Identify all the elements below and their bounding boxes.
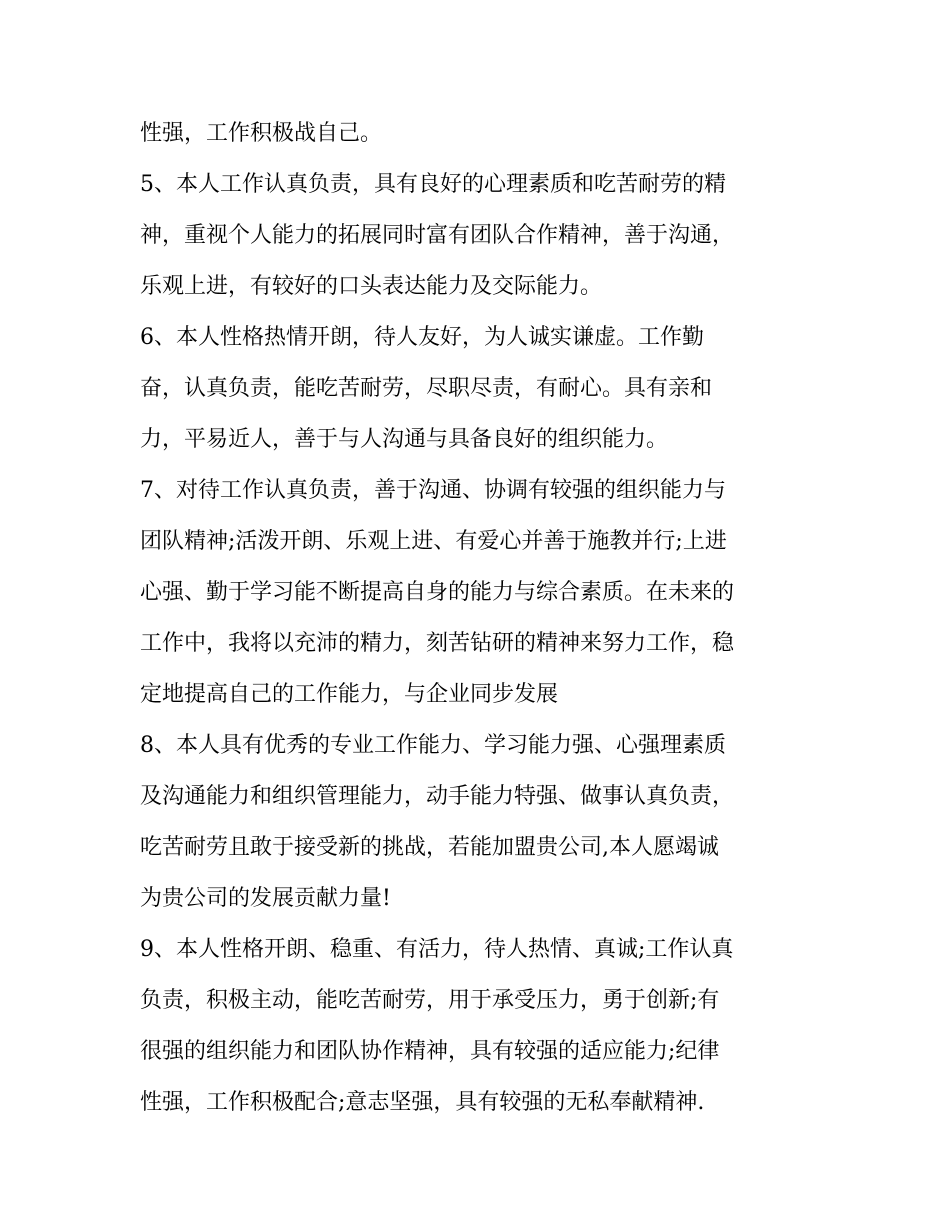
text-line: 力，平易近人，善于与人沟通与具备良好的组织能力。 — [140, 427, 669, 452]
text-line: 8、本人具有优秀的专业工作能力、学习能力强、心强理素质 — [140, 733, 726, 758]
text-line: 乐观上进，有较好的口头表达能力及交际能力。 — [140, 274, 603, 299]
text-line: 定地提高自己的工作能力，与企业同步发展 — [140, 682, 559, 707]
text-line: 为贵公司的发展贡献力量! — [140, 886, 391, 911]
text-line: 很强的组织能力和团队协作精神，具有较强的适应能力;纪律 — [140, 1039, 720, 1064]
text-line: 5、本人工作认真负责，具有良好的心理素质和吃苦耐劳的精 — [140, 172, 726, 197]
text-line: 工作中，我将以充沛的精力，刻苦钻研的精神来努力工作，稳 — [140, 631, 735, 656]
text-line: 7、对待工作认真负责，善于沟通、协调有较强的组织能力与 — [140, 478, 726, 503]
text-line: 神，重视个人能力的拓展同时富有团队合作精神，善于沟通， — [140, 223, 735, 248]
text-line: 奋，认真负责，能吃苦耐劳，尽职尽责，有耐心。具有亲和 — [140, 376, 713, 401]
text-line: 负责，积极主动，能吃苦耐劳，用于承受压力，勇于创新;有 — [140, 988, 720, 1013]
text-line: 及沟通能力和组织管理能力，动手能力特强、做事认真负责， — [140, 784, 735, 809]
text-line: 性强，工作积极战自己。 — [140, 121, 383, 146]
text-line: 团队精神;活泼开朗、乐观上进、有爱心并善于施教并行;上进 — [140, 529, 727, 554]
text-line: 9、本人性格开朗、稳重、有活力，待人热情、真诚;工作认真 — [140, 937, 734, 962]
text-line: 心强、勤于学习能不断提高自身的能力与综合素质。在未来的 — [140, 580, 735, 605]
text-line: 吃苦耐劳且敢于接受新的挑战，若能加盟贵公司,本人愿竭诚 — [140, 835, 719, 860]
document-body — [140, 108, 830, 1128]
text-line: 6、本人性格热情开朗，待人友好，为人诚实谦虚。工作勤 — [140, 325, 704, 350]
text-line: 性强，工作积极配合;意志坚强，具有较强的无私奉献精神. — [140, 1090, 705, 1115]
